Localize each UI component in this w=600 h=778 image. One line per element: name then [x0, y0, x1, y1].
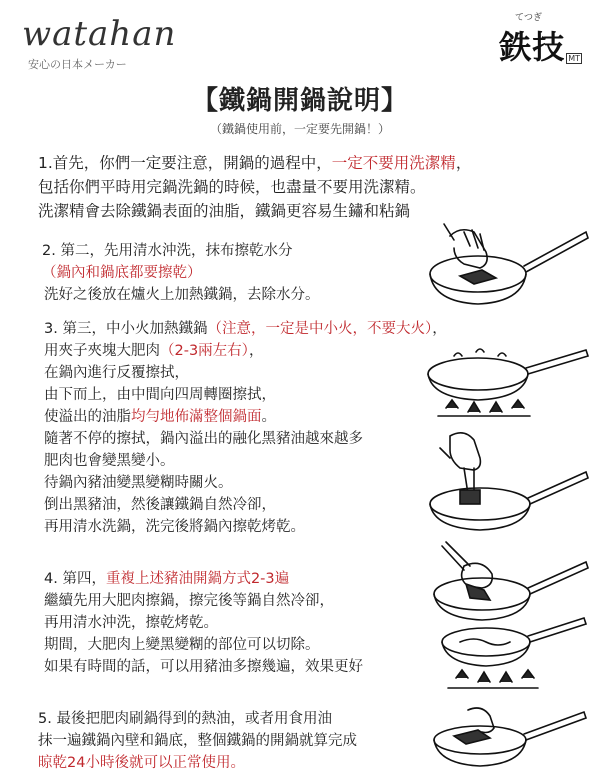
step3-line10: 再用清水洗鍋，洗完後將鍋內擦乾烤乾。 — [44, 519, 305, 535]
step4-line4: 期間，大肥肉上變黑變糊的部位可以切除。 — [44, 637, 320, 653]
pan-on-burner-illustration — [418, 346, 590, 422]
step3-line1 — [44, 318, 447, 340]
step2-line2: （鍋內和鍋底都要擦乾） — [42, 265, 202, 281]
step1-warning: 一定不要用洗潔精 — [331, 154, 456, 172]
step3-line7: 肥肉也會變黑變小。 — [44, 453, 175, 469]
step2-line1: 2. 第二，先用清水沖洗，抹布擦乾水分 — [42, 243, 293, 259]
step3-l5-highlight: 均勻地佈滿整個鍋面 — [131, 409, 262, 425]
page-subtitle: （鐵鍋使用前，一定要先開鍋！） — [209, 122, 390, 136]
step3-l5-period: 。 — [261, 409, 276, 425]
step3-line2 — [44, 340, 263, 362]
step3-comma: ， — [432, 321, 447, 337]
brand-tagline: 安心の日本メーカー — [28, 58, 127, 71]
step4-line1 — [44, 568, 289, 590]
step1-line1 — [38, 152, 471, 174]
step4-line2: 繼續先用大肥肉擦鍋，擦完後等鍋自然冷卻， — [44, 593, 334, 609]
tetsugi-logo — [499, 13, 582, 68]
logo-ruby: てつぎ — [514, 13, 542, 23]
step3-warning: （注意，一定是中小火，不要大火） — [207, 321, 433, 337]
step4-text: 4. 第四， — [44, 571, 106, 587]
step5-line3: 晾乾24小時後就可以正常使用。 — [38, 755, 245, 771]
oiling-pan-illustration — [424, 706, 590, 774]
rubbing-pan-illustration — [424, 540, 590, 626]
step1-comma: ， — [455, 154, 472, 172]
step3-line4: 由下而上，由中間向四周轉圈擦拭， — [44, 387, 276, 403]
step3-line8: 待鍋內豬油變黑變糊時關火。 — [44, 475, 233, 491]
step3-l2-comma: ， — [248, 343, 264, 359]
page-title: 【鐵鍋開鍋說明】 — [191, 86, 408, 116]
brand-name: watahan — [22, 14, 177, 54]
logo-seal: MT — [568, 54, 580, 63]
step5-line1: 5. 最後把肥肉刷鍋得到的熱油，或者用食用油 — [38, 711, 332, 727]
step3-line3: 在鍋內進行反覆擦拭， — [44, 365, 189, 381]
step1-line3: 洗潔精會去除鐵鍋表面的油脂，鐵鍋更容易生鏽和粘鍋 — [38, 202, 411, 220]
oil-pan-burner-illustration — [434, 616, 590, 700]
step5-line2: 抹一遍鐵鍋內壁和鍋底，整個鐵鍋的開鍋就算完成 — [38, 733, 357, 749]
step3-line6: 隨著不停的擦拭，鍋內溢出的融化黑豬油越來越多 — [44, 431, 363, 447]
logo-main: 鉄技 — [499, 28, 566, 66]
step3-l2-text: 用夾子夾塊大肥肉 — [44, 343, 160, 359]
step3-line5 — [44, 406, 276, 428]
step3-text: 3. 第三，中小火加熱鐵鍋 — [44, 321, 208, 337]
step4-line5: 如果有時間的話，可以用豬油多擦幾遍，效果更好 — [44, 659, 363, 675]
step4-line3: 再用清水沖洗，擦乾烤乾。 — [44, 615, 218, 631]
step4-highlight: 重複上述豬油開鍋方式2-3遍 — [105, 571, 290, 587]
step3-l5-text: 使溢出的油脂 — [44, 409, 131, 425]
step1-line2: 包括你們平時用完鍋洗鍋的時候，也盡量不要用洗潔精。 — [38, 178, 426, 196]
tongs-fat-pan-illustration — [420, 428, 590, 538]
step3-l2-amount: （2-3兩左右） — [160, 343, 249, 359]
hand-wiping-pan-illustration — [420, 222, 590, 314]
step1-text: 1.首先，你們一定要注意，開鍋的過程中， — [38, 154, 332, 172]
step2-line3: 洗好之後放在爐火上加熱鐵鍋，去除水分。 — [44, 287, 320, 303]
step3-line9: 倒出黑豬油，然後讓鐵鍋自然冷卻， — [44, 497, 276, 513]
